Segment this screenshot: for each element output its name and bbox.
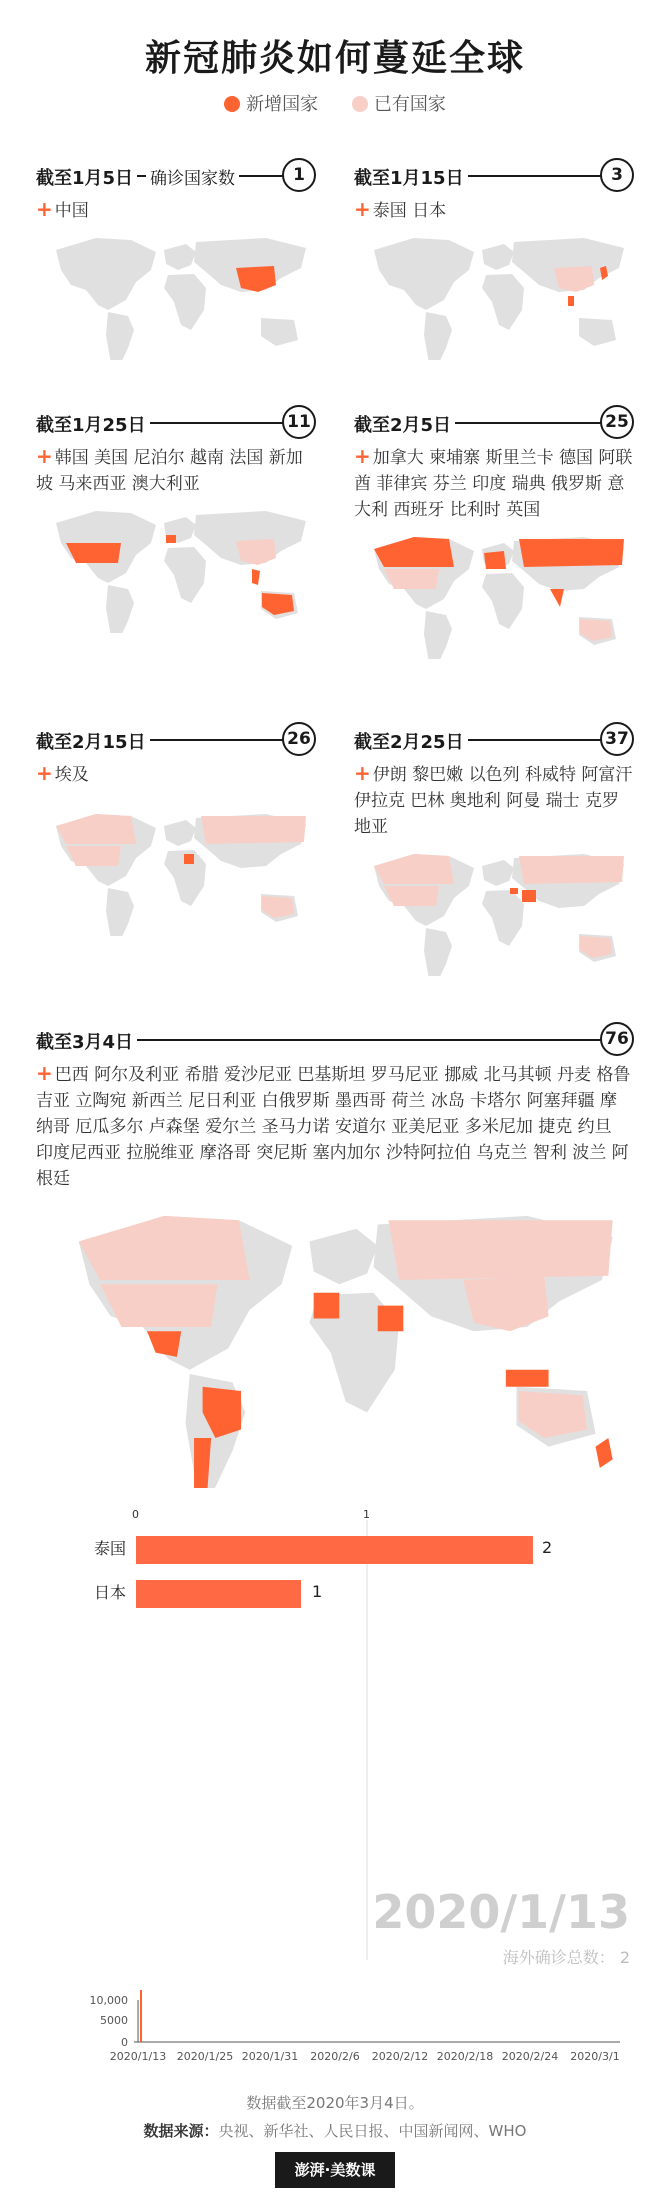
new-countries: + 巴西 阿尔及利亚 希腊 爱沙尼亚 巴基斯坦 罗马尼亚 挪威 北马其顿 丹麦 格鲁吉亚 立陶宛 新西兰 尼日利亚 白俄罗斯 墨西哥 荷兰 冰岛 卡塔尔 阿塞拜疆 摩纳哥 厄瓜多尔 卢森堡 爱尔兰 圣马力诺 安道尔 亚美尼亚 多米尼加 捷克 约旦 印度尼西亚 拉脱维亚 摩洛哥 突尼斯 塞内加尔 沙特阿拉伯 乌克兰 智利 波兰 阿根廷 <box>36 1061 631 1189</box>
plus-icon: + <box>354 197 371 221</box>
data-date-note: 数据截至2020年3月4日。 <box>246 2094 424 2112</box>
brand-logo: 澎湃·美数课 <box>275 2152 395 2188</box>
world-map <box>354 230 634 360</box>
bar-value: 2 <box>542 1538 553 1557</box>
panel-note: 确诊国家数 <box>146 164 239 189</box>
country-canada <box>374 537 454 567</box>
panel-date: 截至2月15日 <box>36 728 150 754</box>
legend-new: 新增国家 <box>224 90 318 116</box>
current-date: 2020/1/13 <box>372 1885 630 1939</box>
country-iran <box>522 890 536 902</box>
plus-icon: + <box>36 1061 53 1085</box>
new-countries: + 泰国 日本 <box>354 197 447 221</box>
new-countries: + 埃及 <box>36 761 89 785</box>
panel-date: 截至1月5日 <box>36 164 137 190</box>
plus-icon: + <box>354 444 371 468</box>
existing-dot-icon <box>352 96 368 112</box>
panel-date: 截至1月25日 <box>36 411 150 437</box>
country-saudi <box>378 1306 404 1332</box>
new-countries: + 中国 <box>36 197 89 221</box>
legend-existing: 已有国家 <box>352 90 446 116</box>
country-russia <box>519 539 624 567</box>
panel-date: 截至1月15日 <box>354 164 468 190</box>
world-map <box>36 503 316 633</box>
country-count: 1 <box>282 158 316 192</box>
country-usa <box>66 543 121 563</box>
bar-label: 日本 <box>94 1583 127 1602</box>
country-count: 26 <box>282 722 316 756</box>
x-tick: 2020/1/31 <box>241 2050 299 2063</box>
country-count: 11 <box>282 405 316 439</box>
country-algeria <box>314 1293 340 1319</box>
data-source: 数据来源：央视、新华社、人民日报、中国新闻网、WHO <box>143 2122 527 2140</box>
overseas-total: 海外确诊总数： 2 <box>502 1948 630 1967</box>
new-dot-icon <box>224 96 240 112</box>
world-map <box>354 529 634 659</box>
panel-jan15 <box>354 158 634 360</box>
panel-date: 截至2月5日 <box>354 411 455 437</box>
timeline-chart <box>0 1980 670 2100</box>
x-tick: 1 <box>363 1508 370 1521</box>
panel-date: 截至3月4日 <box>36 1028 137 1054</box>
plus-icon: + <box>36 444 53 468</box>
legend <box>0 90 670 116</box>
bar-value: 1 <box>312 1582 323 1601</box>
page-title: 新冠肺炎如何蔓延全球 <box>144 38 525 79</box>
new-countries: + 加拿大 柬埔寨 斯里兰卡 德国 阿联酋 菲律宾 芬兰 印度 瑞典 俄罗斯 意大利 西班牙 比利时 英国 <box>354 444 633 520</box>
world-map <box>36 230 316 360</box>
country-count: 3 <box>600 158 634 192</box>
new-countries: + 韩国 美国 尼泊尔 越南 法国 新加坡 马来西亚 澳大利亚 <box>36 444 303 494</box>
x-tick: 0 <box>132 1508 139 1521</box>
x-tick: 2020/3/1 <box>570 2050 620 2063</box>
y-tick: 5000 <box>100 2014 128 2027</box>
panel-jan5 <box>36 158 316 360</box>
country-egypt <box>184 854 194 864</box>
country-count: 76 <box>600 1022 634 1056</box>
panel-feb15 <box>36 722 316 936</box>
bar-label: 泰国 <box>94 1539 127 1558</box>
plus-icon: + <box>354 761 371 785</box>
x-tick: 2020/2/6 <box>310 2050 360 2063</box>
country-iraq <box>510 888 518 894</box>
country-count: 25 <box>600 405 634 439</box>
x-tick: 2020/2/18 <box>436 2050 494 2063</box>
country-newzealand <box>596 1438 613 1468</box>
y-tick: 0 <box>121 2036 128 2049</box>
country-vietnam <box>252 569 260 585</box>
world-map <box>36 1198 634 1488</box>
country-indonesia <box>506 1370 549 1387</box>
world-map <box>36 806 316 936</box>
x-tick: 2020/2/24 <box>501 2050 559 2063</box>
y-tick: 10,000 <box>89 1994 128 2007</box>
country-france <box>166 535 176 543</box>
x-tick: 2020/1/13 <box>109 2050 167 2063</box>
country-count: 37 <box>600 722 634 756</box>
country-europe <box>484 551 506 569</box>
plus-icon: + <box>36 197 53 221</box>
panel-jan25 <box>36 405 316 633</box>
country-india <box>550 589 564 607</box>
panel-mar4 <box>36 1022 634 1488</box>
new-countries: + 伊朗 黎巴嫩 以色列 科威特 阿富汗 伊拉克 巴林 奥地利 阿曼 瑞士 克罗地亚 <box>354 761 633 837</box>
bar <box>136 1580 301 1608</box>
world-map <box>354 846 634 976</box>
country-thailand <box>568 296 574 306</box>
country-mexico <box>147 1331 181 1357</box>
x-tick: 2020/1/25 <box>176 2050 234 2063</box>
bar <box>136 1536 533 1564</box>
country-china <box>236 266 276 292</box>
panel-feb5 <box>354 405 634 659</box>
plus-icon: + <box>36 761 53 785</box>
x-tick: 2020/2/12 <box>371 2050 429 2063</box>
panel-date: 截至2月25日 <box>354 728 468 754</box>
country-china <box>554 266 594 292</box>
panel-feb25 <box>354 722 634 976</box>
